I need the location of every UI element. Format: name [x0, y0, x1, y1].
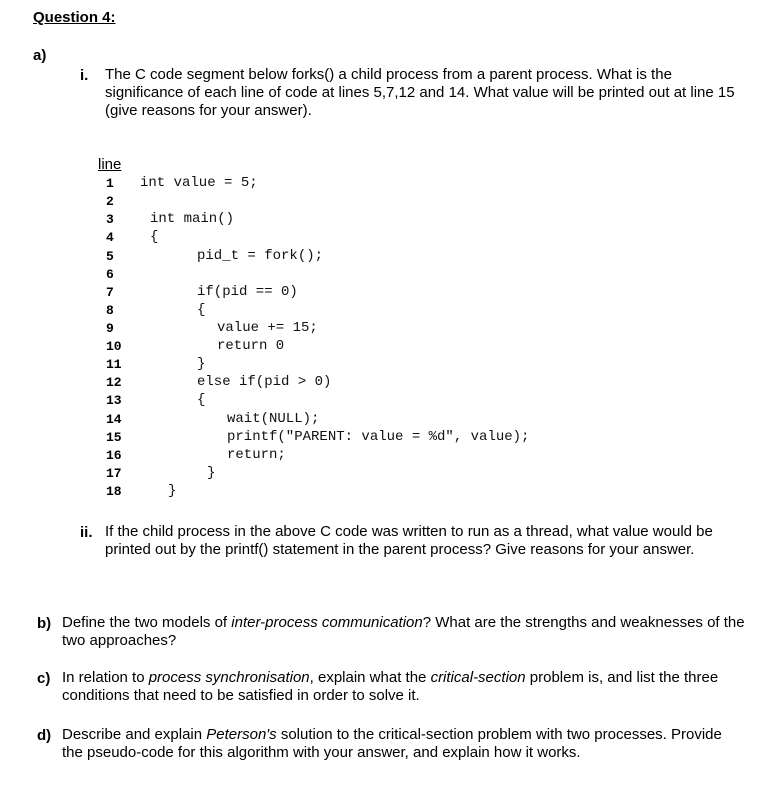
part-a-label: a): [33, 47, 47, 64]
code-line-number: 8: [106, 303, 114, 318]
part-b-text: Define the two models of inter-process communication? What are the strengths and weaknesses of the two approaches?: [62, 614, 745, 649]
code-line: {: [197, 392, 206, 408]
code-line: value += 15;: [217, 320, 318, 336]
question-title: Question 4:: [33, 9, 116, 26]
code-line: return 0: [217, 338, 285, 354]
code-line-number: 13: [106, 393, 122, 408]
part-b-label: b): [37, 615, 52, 632]
code-line: int main(): [150, 211, 235, 227]
code-line: printf("PARENT: value = %d", value);: [227, 429, 530, 445]
code-line-number: 3: [106, 212, 114, 227]
code-line-number: 7: [106, 285, 114, 300]
code-line-number: 18: [106, 484, 122, 499]
code-line: int value = 5;: [140, 175, 258, 191]
code-line-header: line: [98, 156, 122, 173]
part-d-label: d): [37, 727, 52, 744]
sub-ii-text: If the child process in the above C code was written to run as a thread, what value would be printed out by the printf() statement in the parent process? Give reasons for your answer.: [105, 523, 713, 558]
code-line: wait(NULL);: [227, 411, 320, 427]
code-line-number: 15: [106, 430, 122, 445]
code-line-number: 16: [106, 448, 122, 463]
code-line-number: 12: [106, 375, 122, 390]
code-line: return;: [227, 447, 286, 463]
sub-i-label: i.: [80, 67, 89, 84]
sub-i-text: The C code segment below forks() a child process from a parent process. What is the significance of each line of code at lines 5,7,12 and 14. What value will be printed out at line 15 (give reasons for your answer).: [105, 66, 735, 119]
code-line: if(pid == 0): [197, 284, 298, 300]
code-line: {: [150, 229, 159, 245]
code-line-number: 1: [106, 176, 114, 191]
code-line-number: 11: [106, 357, 122, 372]
code-line-number: 14: [106, 412, 122, 427]
part-d-text: Describe and explain Peterson's solution to the critical-section problem with two processes. Provide the pseudo-code for this algorithm with your answer, and explain how it works.: [62, 726, 722, 761]
code-line: }: [197, 356, 206, 372]
code-line-number: 17: [106, 466, 122, 481]
code-line-number: 9: [106, 321, 114, 336]
code-line-number: 2: [106, 194, 114, 209]
code-line: }: [207, 465, 216, 481]
sub-ii-label: ii.: [80, 524, 93, 541]
code-line-number: 5: [106, 249, 114, 264]
code-line-number: 4: [106, 230, 114, 245]
code-line: {: [197, 302, 206, 318]
code-line: pid_t = fork();: [197, 248, 324, 264]
part-c-text: In relation to process synchronisation, explain what the critical-section problem is, and list the three conditions that need to be satisfied in order to solve it.: [62, 669, 719, 704]
code-line: else if(pid > 0): [197, 374, 332, 390]
code-line-number: 6: [106, 267, 114, 282]
code-line: }: [168, 483, 177, 499]
code-line-number: 10: [106, 339, 122, 354]
part-c-label: c): [37, 670, 51, 687]
